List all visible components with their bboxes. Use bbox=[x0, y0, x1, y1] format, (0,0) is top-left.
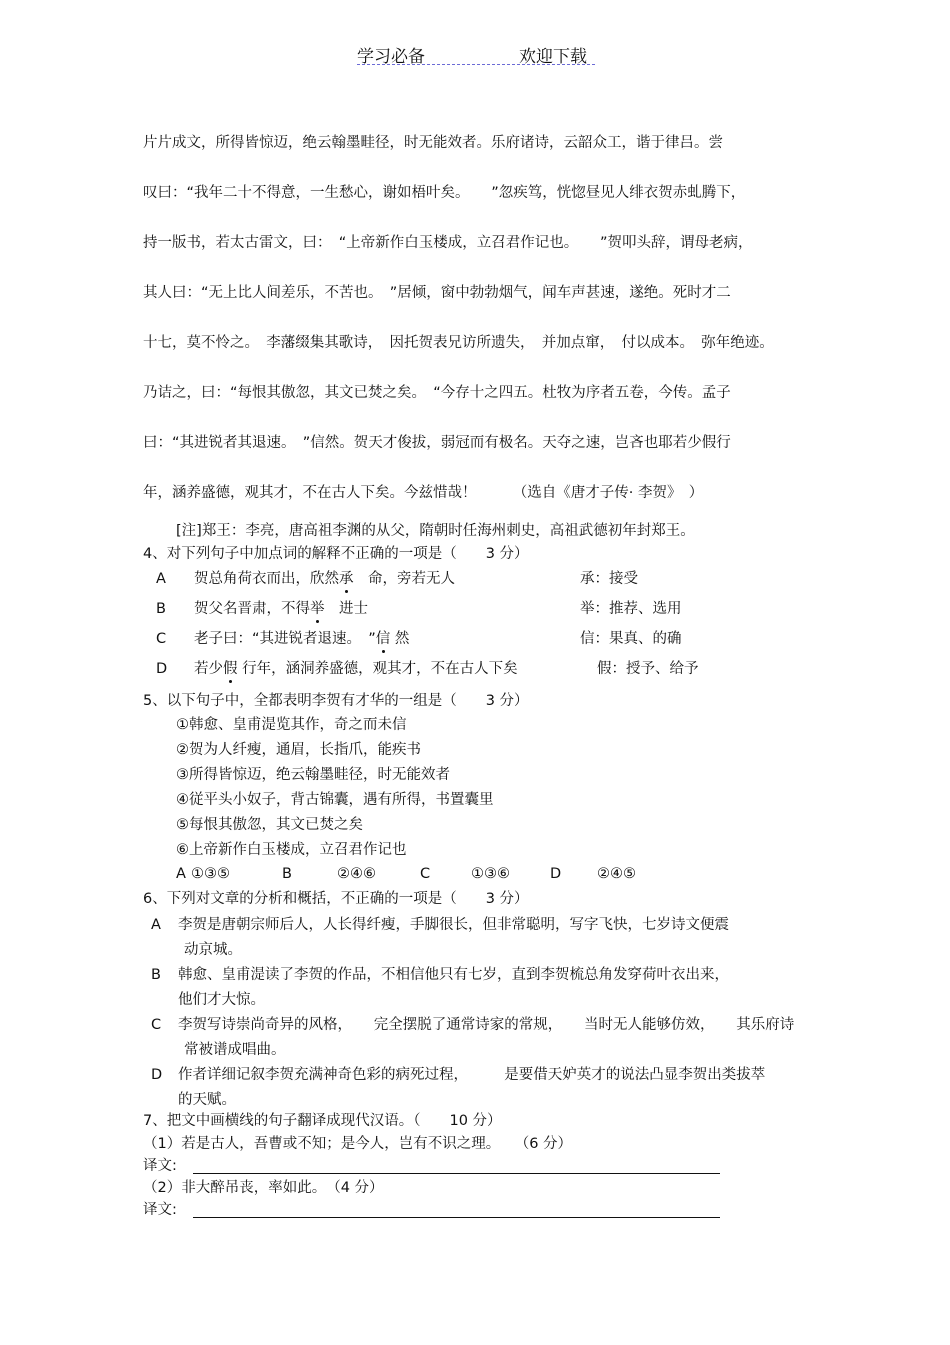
choice-letter: C bbox=[420, 866, 431, 882]
page-header bbox=[357, 42, 595, 65]
option-sentence: 贺父名晋肃，不得举 进士 bbox=[194, 602, 368, 617]
emphasis-mark: 假 bbox=[223, 661, 238, 677]
answer-line[interactable] bbox=[193, 1217, 720, 1218]
sub-question: （1）若是古人，吾曹或不知；是今人，岂有不识之理。 （6 分） bbox=[143, 1136, 573, 1152]
choice-value: ②④⑥ bbox=[337, 866, 376, 882]
option-sentence: 若少假 行年，涵洞养盛德，观其才，不在古人下矣 bbox=[194, 662, 518, 677]
question-stem: 4、对下列句子中加点词的解释不正确的一项是（ 3 分） bbox=[143, 546, 529, 562]
option-sentence: 老子曰：“其进锐者退速。 ”信 然 bbox=[194, 632, 409, 647]
list-item: ⑤每恨其傲忽，其文已焚之矣 bbox=[176, 817, 363, 833]
passage-line: 曰：“其进锐者其退速。 ”信然。贺天才俊拔，弱冠而有极名。天夺之速，岂吝也耶若少假行 bbox=[143, 435, 731, 451]
option-text: 常被谱成唱曲。 bbox=[184, 1042, 286, 1058]
footnote: [注]郑王：李亮，唐高祖李渊的从父，隋朝时任海州刺史，高祖武德初年封郑王。 bbox=[176, 523, 695, 539]
passage-line: 片片成文，所得皆惊迈，绝云翰墨畦径，时无能效者。乐府诸诗，云韶众工，谐于律吕。尝 bbox=[143, 135, 723, 151]
passage-line: 乃诘之，曰：“每恨其傲忽，其文已焚之矣。 “今存十之四五。杜牧为序者五卷，今传。孟子 bbox=[143, 385, 731, 401]
list-item: ④従平头小奴子，背古锦囊，遇有所得，书置囊里 bbox=[176, 792, 494, 808]
passage-line: 十七，莫不怜之。 李藩缀集其歌诗， 因托贺表兄访所遗失， 并加点窜， 付以成本。 弥年绝迹。 bbox=[143, 335, 774, 351]
list-item: ②贺为人纤瘦，通眉，长指爪，能疾书 bbox=[176, 742, 421, 758]
passage-line: 持一版书，若太古雷文，曰： “上帝新作白玉楼成，立召君作记也。 ”贺叩头辞，谓母老病， bbox=[143, 235, 753, 251]
list-item: ⑥上帝新作白玉楼成，立召君作记也 bbox=[176, 842, 407, 858]
option-text: 的天赋。 bbox=[178, 1092, 236, 1108]
option-letter: A bbox=[151, 917, 161, 933]
choice-value: ②④⑤ bbox=[597, 866, 636, 882]
option-text: 作者详细记叙李贺充满神奇色彩的病死过程， 是要借天妒英才的说法凸显李贺出类拔萃 bbox=[178, 1067, 766, 1083]
option-gloss: 承：接受 bbox=[580, 571, 638, 587]
choice-letter: B bbox=[282, 866, 292, 882]
answer-line[interactable] bbox=[193, 1173, 720, 1174]
option-text: 韩愈、皇甫湜读了李贺的作品，不相信他只有七岁，直到李贺梳总角发穿荷叶衣出来， bbox=[178, 967, 729, 983]
emphasis-mark: 举 bbox=[310, 601, 325, 617]
option-sentence: 贺总角荷衣而出，欣然承 命，旁若无人 bbox=[194, 572, 455, 587]
emphasis-mark: 信 bbox=[376, 631, 391, 647]
passage-line: 其人曰：“无上比人间差乐，不苦也。 ”居倾，窗中勃勃烟气，闻车声甚速，遂绝。死时才二 bbox=[143, 285, 731, 301]
option-letter: C bbox=[151, 1017, 162, 1033]
option-text: 李贺写诗崇尚奇异的风格， 完全摆脱了通常诗家的常规， 当时无人能够仿效， 其乐府诗 bbox=[178, 1017, 795, 1033]
option-letter: A bbox=[156, 571, 166, 587]
option-letter: D bbox=[156, 661, 168, 677]
option-gloss: 假：授予、给予 bbox=[597, 661, 699, 677]
option-gloss: 信：果真、的确 bbox=[580, 631, 682, 647]
list-item: ③所得皆惊迈，绝云翰墨畦径，时无能效者 bbox=[176, 767, 450, 783]
answer-label: 译文: bbox=[143, 1202, 177, 1218]
header-left-text: 学习必备 bbox=[357, 47, 425, 67]
option-text: 他们才大惊。 bbox=[178, 992, 265, 1008]
option-gloss: 举：推荐、选用 bbox=[580, 601, 682, 617]
option-letter: B bbox=[151, 967, 161, 983]
question-stem: 6、下列对文章的分析和概括，不正确的一项是（ 3 分） bbox=[143, 891, 529, 907]
option-text: 李贺是唐朝宗师后人，人长得纤瘦，手脚很长，但非常聪明，写字飞快，七岁诗文便震 bbox=[178, 917, 729, 933]
question-stem: 7、把文中画横线的句子翻译成现代汉语。（ 10 分） bbox=[143, 1113, 502, 1129]
list-item: ①韩愈、皇甫湜览其作，奇之而未信 bbox=[176, 717, 407, 733]
choice-letter: D bbox=[550, 866, 562, 882]
option-text: 动京城。 bbox=[184, 942, 242, 958]
choice-value: ①③⑤ bbox=[191, 866, 230, 882]
sub-question: （2）非大醉吊丧，率如此。 （4 分） bbox=[143, 1180, 384, 1196]
answer-label: 译文: bbox=[143, 1158, 177, 1174]
choice-value: ①③⑥ bbox=[471, 866, 510, 882]
question-stem: 5、以下句子中，全都表明李贺有才华的一组是（ 3 分） bbox=[143, 693, 529, 709]
option-letter: D bbox=[151, 1067, 163, 1083]
option-letter: C bbox=[156, 631, 167, 647]
option-letter: B bbox=[156, 601, 166, 617]
passage-line: 叹曰：“我年二十不得意，一生愁心，谢如梧叶矣。 ”忽疾笃，恍惚昼见人绯衣贺赤虬腾下， bbox=[143, 185, 746, 201]
choice-letter: A bbox=[176, 866, 186, 882]
header-right-text: 欢迎下载 bbox=[519, 47, 587, 67]
passage-line: 年，涵养盛德，观其才，不在古人下矣。今兹惜哉！ （选自《唐才子传· 李贺》 ） bbox=[143, 485, 704, 501]
emphasis-mark: 承 bbox=[339, 571, 354, 587]
